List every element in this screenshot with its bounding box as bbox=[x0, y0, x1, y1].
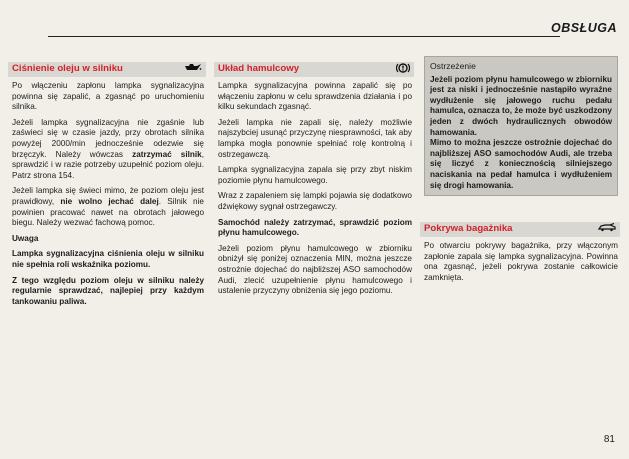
warning-title: Ostrzeżenie bbox=[430, 61, 476, 71]
brakes-p1: Lampka sygnalizacyjna powinna zapalić się po włączeniu zapłonu w celu sprawdzenia działania i po kilku sekundach zgasnąć. bbox=[218, 81, 412, 112]
brakes-heading bbox=[214, 62, 414, 77]
brake-warning-icon bbox=[396, 62, 410, 78]
oil-p1: Po włączeniu zapłonu lampka sygnalizacyjna powinna się zapalić, a zgasnąć po uruchomieniu silnika. bbox=[12, 81, 204, 112]
brakes-p5: Samochód należy zatrzymać, sprawdzić poziom płynu hamulcowego. bbox=[218, 217, 412, 238]
oil-p5: Z tego względu poziom oleju w silniku należy regularnie sprawdzać, najlepiej przy każdym tankowaniu paliwa. bbox=[12, 275, 204, 306]
header-rule bbox=[48, 36, 560, 37]
brakes-p4: Wraz z zapaleniem się lampki pojawia się dodatkowo dźwiękowy sygnał ostrzegawczy. bbox=[218, 191, 412, 211]
brakes-p6: Jeżeli poziom płynu hamulcowego w zbiorniku obniżył się poniżej oznaczenia MIN, można jeszcze ostrożnie dojechać do najbliższej ASO samochodów Audi, zlecić uzupełnienie płynu hamulcowego i ustalenie przyczyny obniżenia się jego poziomu. bbox=[218, 243, 412, 296]
oil-pressure-title: Ciśnienie oleju w silniku bbox=[12, 63, 123, 75]
brakes-title: Układ hamulcowy bbox=[218, 63, 300, 75]
trunk-heading bbox=[420, 222, 620, 237]
trunk-p1: Po otwarciu pokrywy bagażnika, przy włączonym zapłonie zapala się lampka sygnalizacyjna. Powinna ona zgasnąć, jeżeli pokrywa zostanie całkowicie zamknięta. bbox=[424, 241, 618, 282]
column-warning-trunk bbox=[424, 62, 618, 289]
column-oil-pressure bbox=[12, 62, 204, 312]
brakes-p3: Lampka sygnalizacyjna zapala się przy zbyt niskim poziomie płynu hamulcowego. bbox=[218, 165, 412, 185]
oil-pressure-heading bbox=[8, 62, 206, 77]
warning-p2: Mimo to można jeszcze ostrożnie dojechać do najbliższej ASO samochodów Audi, ale trzeba się liczyć z koniecznością silniejszego naciskania na pedał hamulca i wydłużeniem się drogi hamowania. bbox=[430, 138, 612, 190]
trunk-title: Pokrywa bagażnika bbox=[424, 223, 513, 235]
page-number: 81 bbox=[603, 434, 615, 445]
oil-p4: Lampka sygnalizacyjna ciśnienia oleju w silniku nie spełnia roli wskaźnika poziomu. bbox=[12, 249, 204, 269]
brakes-p2: Jeżeli lampka nie zapali się, należy możliwie najszybciej usunąć przyczynę niesprawności, tak aby lampka mogła ponownie spełniać rolę kontrolną i ostrzegawczą. bbox=[218, 117, 412, 159]
oil-uwaga-label: Uwaga bbox=[12, 233, 39, 243]
warning-p1: Jeżeli poziom płynu hamulcowego w zbiorniku jest za niski i jednocześnie nastąpiło wyraźne wydłużenie się jałowego ruchu pedału hamulca, oznacza to, że może być uszkodzony jeden z dwóch hydraulicznych obwodów hamowania. bbox=[430, 74, 612, 137]
oil-p3: Jeżeli lampka się świeci mimo, że poziom oleju jest prawidłowy, nie wolno jechać dalej. Silnik nie powinien pracować nawet na obrotach jałowego biegu. Należy wezwać fachową pomoc. bbox=[12, 186, 204, 228]
warning-box bbox=[424, 56, 618, 196]
car-trunk-icon bbox=[598, 223, 616, 236]
section-header-title: OBSŁUGA bbox=[551, 21, 617, 35]
column-brakes bbox=[218, 62, 412, 302]
oil-p2: Jeżeli lampka sygnalizacyjna nie zgaśnie lub zaświeci się w czasie jazdy, przy obrotach silnika powyżej 2000/min jednocześnie odezwie się brzęczyk. Należy wówczas zatrzymać silnik, sprawdzić i w razie potrzeby uzupełnić poziom oleju. Patrz strona 154. bbox=[12, 117, 204, 180]
oil-can-icon bbox=[184, 63, 202, 76]
